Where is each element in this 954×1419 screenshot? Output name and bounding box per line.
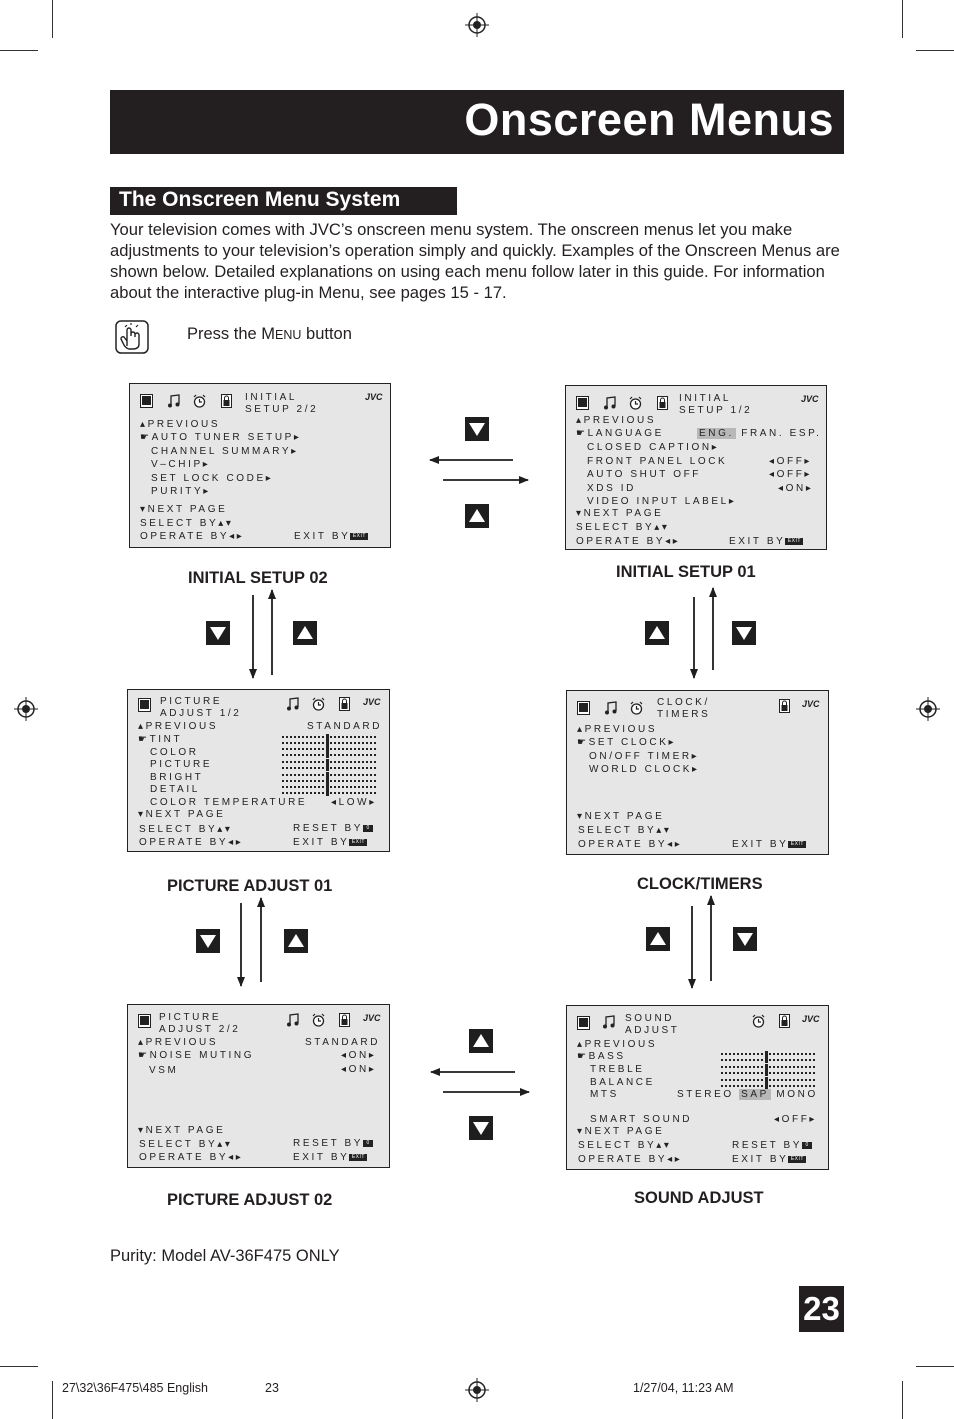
next-page-row: ▾NEXT PAGE <box>138 809 226 820</box>
footer-file-path: 27\32\36F475\485 English <box>62 1381 208 1395</box>
up-arrow-icon: ▴ <box>140 419 148 430</box>
up-button-icon <box>465 504 489 528</box>
menu-item: BALANCE <box>590 1077 655 1088</box>
next-page-row: ▾NEXT PAGE <box>577 1126 665 1137</box>
next-page-row: ▾NEXT PAGE <box>140 504 228 515</box>
exit-by-row: EXIT BY EXIT <box>729 536 803 547</box>
down-arrow-icon: ▾ <box>577 1126 585 1137</box>
pointer-hand-icon: ☛ <box>577 1051 589 1062</box>
left-right-keys-icon: ◂▸ <box>667 839 683 850</box>
menu-item: TREBLE <box>590 1064 645 1075</box>
section-title: The Onscreen Menu System <box>119 188 401 211</box>
jvc-logo: JVC <box>365 392 383 402</box>
down-arrow-icon: ▾ <box>138 1125 146 1136</box>
left-right-keys-icon: ◂▸ <box>228 1152 244 1163</box>
pointer-hand-icon: ☛ <box>138 734 150 745</box>
up-down-keys-icon: ▴▾ <box>218 518 234 529</box>
select-by-row: SELECT BY▴▾ <box>578 825 672 836</box>
operate-by-row: OPERATE BY◂▸ <box>578 1154 683 1165</box>
menu-item: WORLD CLOCK▸ <box>589 764 700 775</box>
menu-item: AUTO SHUT OFF <box>587 469 701 480</box>
footer-date: 1/27/04, 11:23 AM <box>633 1381 734 1395</box>
jvc-logo: JVC <box>801 394 819 404</box>
down-button-icon <box>465 417 489 441</box>
caption-sound-adjust: SOUND ADJUST <box>634 1189 764 1207</box>
picture-adjust-01-screen: PICTURE ADJUST 1/2 JVC ▴PREVIOUS STANDARD ☛TINT COLOR PICTURE BRIGHT DETAIL COLOR TEMPERATURE ◂LOW▸ ▾NEXT PAGE SELECT BY▴▾ RESET BY 0 OPERATE BY◂▸ EXIT BY EXIT <box>127 689 390 852</box>
exit-by-row: EXIT BY EXIT <box>732 839 806 850</box>
caption-picture-adjust-01: PICTURE ADJUST 01 <box>167 877 333 895</box>
reset-by-row: RESET BY 0 <box>293 1138 373 1149</box>
jvc-logo: JVC <box>802 699 820 709</box>
up-button-icon <box>645 621 669 645</box>
operate-by-row: OPERATE BY◂▸ <box>139 1152 244 1163</box>
menu-item: BRIGHT <box>150 772 204 783</box>
menu-item: MTS <box>590 1089 619 1100</box>
menu-item: PICTURE <box>150 759 213 770</box>
pointer-hand-icon: ☛ <box>577 737 589 748</box>
caption-initial-setup-01: INITIAL SETUP 01 <box>616 563 756 581</box>
pointer-hand-icon: ☛ <box>576 428 588 439</box>
next-page-row: ▾NEXT PAGE <box>576 508 664 519</box>
up-arrow-icon: ▴ <box>138 1037 146 1048</box>
up-arrow-icon: ▴ <box>138 721 146 732</box>
purity-note: Purity: Model AV-36F475 ONLY <box>110 1247 340 1265</box>
jvc-logo: JVC <box>363 697 381 707</box>
down-button-icon <box>196 929 220 953</box>
up-arrow-icon: ▴ <box>576 415 584 426</box>
up-down-keys-icon: ▴▾ <box>217 1139 233 1150</box>
left-right-keys-icon: ◂▸ <box>667 1154 683 1165</box>
exit-by-row: EXIT BY EXIT <box>293 837 367 848</box>
menu-item: COLOR TEMPERATURE <box>150 797 308 808</box>
caption-initial-setup-02: INITIAL SETUP 02 <box>188 569 328 587</box>
menu-item: ☛TINT <box>138 734 183 745</box>
operate-by-row: OPERATE BY◂▸ <box>578 839 683 850</box>
menu-item: COLOR <box>150 747 199 758</box>
previous-row: ▴PREVIOUS <box>577 1039 658 1050</box>
next-page-row: ▾NEXT PAGE <box>138 1125 226 1136</box>
pointer-hand-icon: ☛ <box>138 1050 150 1061</box>
down-arrow-icon: ▾ <box>140 504 148 515</box>
previous-row: ▴PREVIOUS <box>577 724 658 735</box>
previous-row: ▴PREVIOUS <box>138 721 219 732</box>
up-button-icon <box>646 927 670 951</box>
caption-picture-adjust-02: PICTURE ADJUST 02 <box>167 1191 333 1209</box>
exit-by-row: EXIT BY EXIT <box>293 1152 367 1163</box>
picture-mode: STANDARD <box>307 721 383 732</box>
menu-item: FRONT PANEL LOCK <box>587 456 728 467</box>
menu-item: VIDEO INPUT LABEL▸ <box>587 496 737 507</box>
jvc-logo: JVC <box>363 1013 381 1023</box>
mts-options: STEREO SAP MONO <box>677 1089 818 1100</box>
up-down-keys-icon: ▴▾ <box>656 1140 672 1151</box>
menu-value: ◂OFF▸ <box>769 456 813 467</box>
menu-item: CLOSED CAPTION▸ <box>587 442 720 453</box>
menu-item: PURITY▸ <box>151 486 211 497</box>
up-down-keys-icon: ▴▾ <box>656 825 672 836</box>
picture-mode: STANDARD <box>305 1037 381 1048</box>
previous-row: ▴PREVIOUS <box>138 1037 219 1048</box>
operate-by-row: OPERATE BY◂▸ <box>139 837 244 848</box>
operate-by-row: OPERATE BY◂▸ <box>140 531 245 542</box>
page-number-badge: 23 <box>799 1286 844 1332</box>
up-button-icon <box>469 1029 493 1053</box>
footer-page: 23 <box>265 1381 279 1395</box>
down-arrow-icon: ▾ <box>576 508 584 519</box>
menu-value: ◂LOW▸ <box>331 797 377 808</box>
caption-clock-timers: CLOCK/TIMERS <box>637 875 763 893</box>
press-menu-instruction: Press the MENU button <box>187 325 352 343</box>
menu-value: ◂OFF▸ <box>769 469 813 480</box>
exit-by-row: EXIT BY EXIT <box>732 1154 806 1165</box>
down-button-icon <box>469 1116 493 1140</box>
up-button-icon <box>293 621 317 645</box>
reset-by-row: RESET BY 0 <box>293 823 373 834</box>
left-right-keys-icon: ◂▸ <box>229 531 245 542</box>
picture-adjust-02-screen: PICTURE ADJUST 2/2 JVC ▴PREVIOUS STANDARD ☛NOISE MUTING ◂ON▸ VSM ◂ON▸ ▾NEXT PAGE SELECT BY▴▾ RESET BY 0 OPERATE BY◂▸ EXIT BY EXIT <box>127 1004 390 1168</box>
page-title: Onscreen Menus <box>464 94 834 145</box>
down-button-icon <box>732 621 756 645</box>
select-by-row: SELECT BY▴▾ <box>578 1140 672 1151</box>
select-by-row: SELECT BY▴▾ <box>576 522 670 533</box>
menu-item: DETAIL <box>150 784 200 795</box>
previous-row: ▴PREVIOUS <box>140 419 221 430</box>
exit-by-row: EXIT BY EXIT <box>294 531 368 542</box>
intro-paragraph: Your television comes with JVC’s onscreen menu system. The onscreen menus let you make adjustments to your television’s operation simply and quickly. Examples of the Onscreen Menus are shown below. Detailed explanations on using each menu follow later in this guide. For information about the interactive plug-in Menu, see pages 15 - 17. <box>110 220 840 302</box>
reset-by-row: RESET BY 0 <box>732 1140 812 1151</box>
menu-item: SET LOCK CODE▸ <box>151 473 274 484</box>
up-arrow-icon: ▴ <box>577 1039 585 1050</box>
language-options: ENG. FRAN. ESP. <box>699 428 822 439</box>
left-right-keys-icon: ◂▸ <box>665 536 681 547</box>
up-button-icon <box>284 929 308 953</box>
menu-value: ◂ON▸ <box>778 483 814 494</box>
operate-by-row: OPERATE BY◂▸ <box>576 536 681 547</box>
up-down-keys-icon: ▴▾ <box>654 522 670 533</box>
menu-item: CHANNEL SUMMARY▸ <box>151 446 299 457</box>
down-button-icon <box>733 927 757 951</box>
menu-item: ☛AUTO TUNER SETUP▸ <box>140 432 302 443</box>
clock-timers-screen: CLOCK/ TIMERS JVC ▴PREVIOUS ☛SET CLOCK▸ ON/OFF TIMER▸ WORLD CLOCK▸ ▾NEXT PAGE SELECT BY▴▾ OPERATE BY◂▸ EXIT BY EXIT <box>566 690 829 855</box>
menu-item: XDS ID <box>587 483 636 494</box>
next-page-row: ▾NEXT PAGE <box>577 811 665 822</box>
down-button-icon <box>206 621 230 645</box>
menu-item: ☛LANGUAGE <box>576 428 664 439</box>
sound-adjust-screen: SOUND ADJUST JVC ▴PREVIOUS ☛BASS TREBLE BALANCE MTS STEREO SAP MONO SMART SOUND ◂OFF▸ ▾NEXT PAGE SELECT BY▴▾ RESET BY 0 OPERATE BY◂▸ EXIT BY EXIT <box>566 1005 829 1170</box>
up-down-keys-icon: ▴▾ <box>217 824 233 835</box>
select-by-row: SELECT BY▴▾ <box>139 824 233 835</box>
select-by-row: SELECT BY▴▾ <box>140 518 234 529</box>
menu-item: VSM <box>149 1065 179 1076</box>
menu-item: V–CHIP▸ <box>151 459 211 470</box>
down-arrow-icon: ▾ <box>577 811 585 822</box>
jvc-logo: JVC <box>802 1014 820 1024</box>
up-arrow-icon: ▴ <box>577 724 585 735</box>
menu-item: ☛BASS <box>577 1051 626 1062</box>
menu-item: ☛NOISE MUTING <box>138 1050 255 1061</box>
down-arrow-icon: ▾ <box>138 809 146 820</box>
menu-value: ◂OFF▸ <box>774 1114 818 1125</box>
menu-item: ON/OFF TIMER▸ <box>589 751 700 762</box>
pointer-hand-icon: ☛ <box>140 432 152 443</box>
initial-setup-01-screen: INITIAL SETUP 1/2 JVC ▴PREVIOUS ☛LANGUAGE ENG. FRAN. ESP. CLOSED CAPTION▸ FRONT PANEL LOCK ◂OFF▸ AUTO SHUT OFF ◂OFF▸ XDS ID ◂ON▸ VIDEO INPUT LABEL▸ ▾NEXT PAGE SELECT BY▴▾ OPERATE BY◂▸ EXIT BY EXIT <box>565 385 827 550</box>
initial-setup-02-screen: INITIAL SETUP 2/2 JVC ▴PREVIOUS ☛AUTO TUNER SETUP▸ CHANNEL SUMMARY▸ V–CHIP▸ SET LOCK CODE▸ PURITY▸ ▾NEXT PAGE SELECT BY▴▾ OPERATE BY◂▸ EXIT BY EXIT <box>129 383 391 548</box>
menu-value: ◂ON▸ <box>341 1064 377 1075</box>
menu-value: ◂ON▸ <box>341 1050 377 1061</box>
menu-item: ☛SET CLOCK▸ <box>577 737 677 748</box>
select-by-row: SELECT BY▴▾ <box>139 1139 233 1150</box>
previous-row: ▴PREVIOUS <box>576 415 657 426</box>
menu-item: SMART SOUND <box>590 1114 693 1125</box>
left-right-keys-icon: ◂▸ <box>228 837 244 848</box>
